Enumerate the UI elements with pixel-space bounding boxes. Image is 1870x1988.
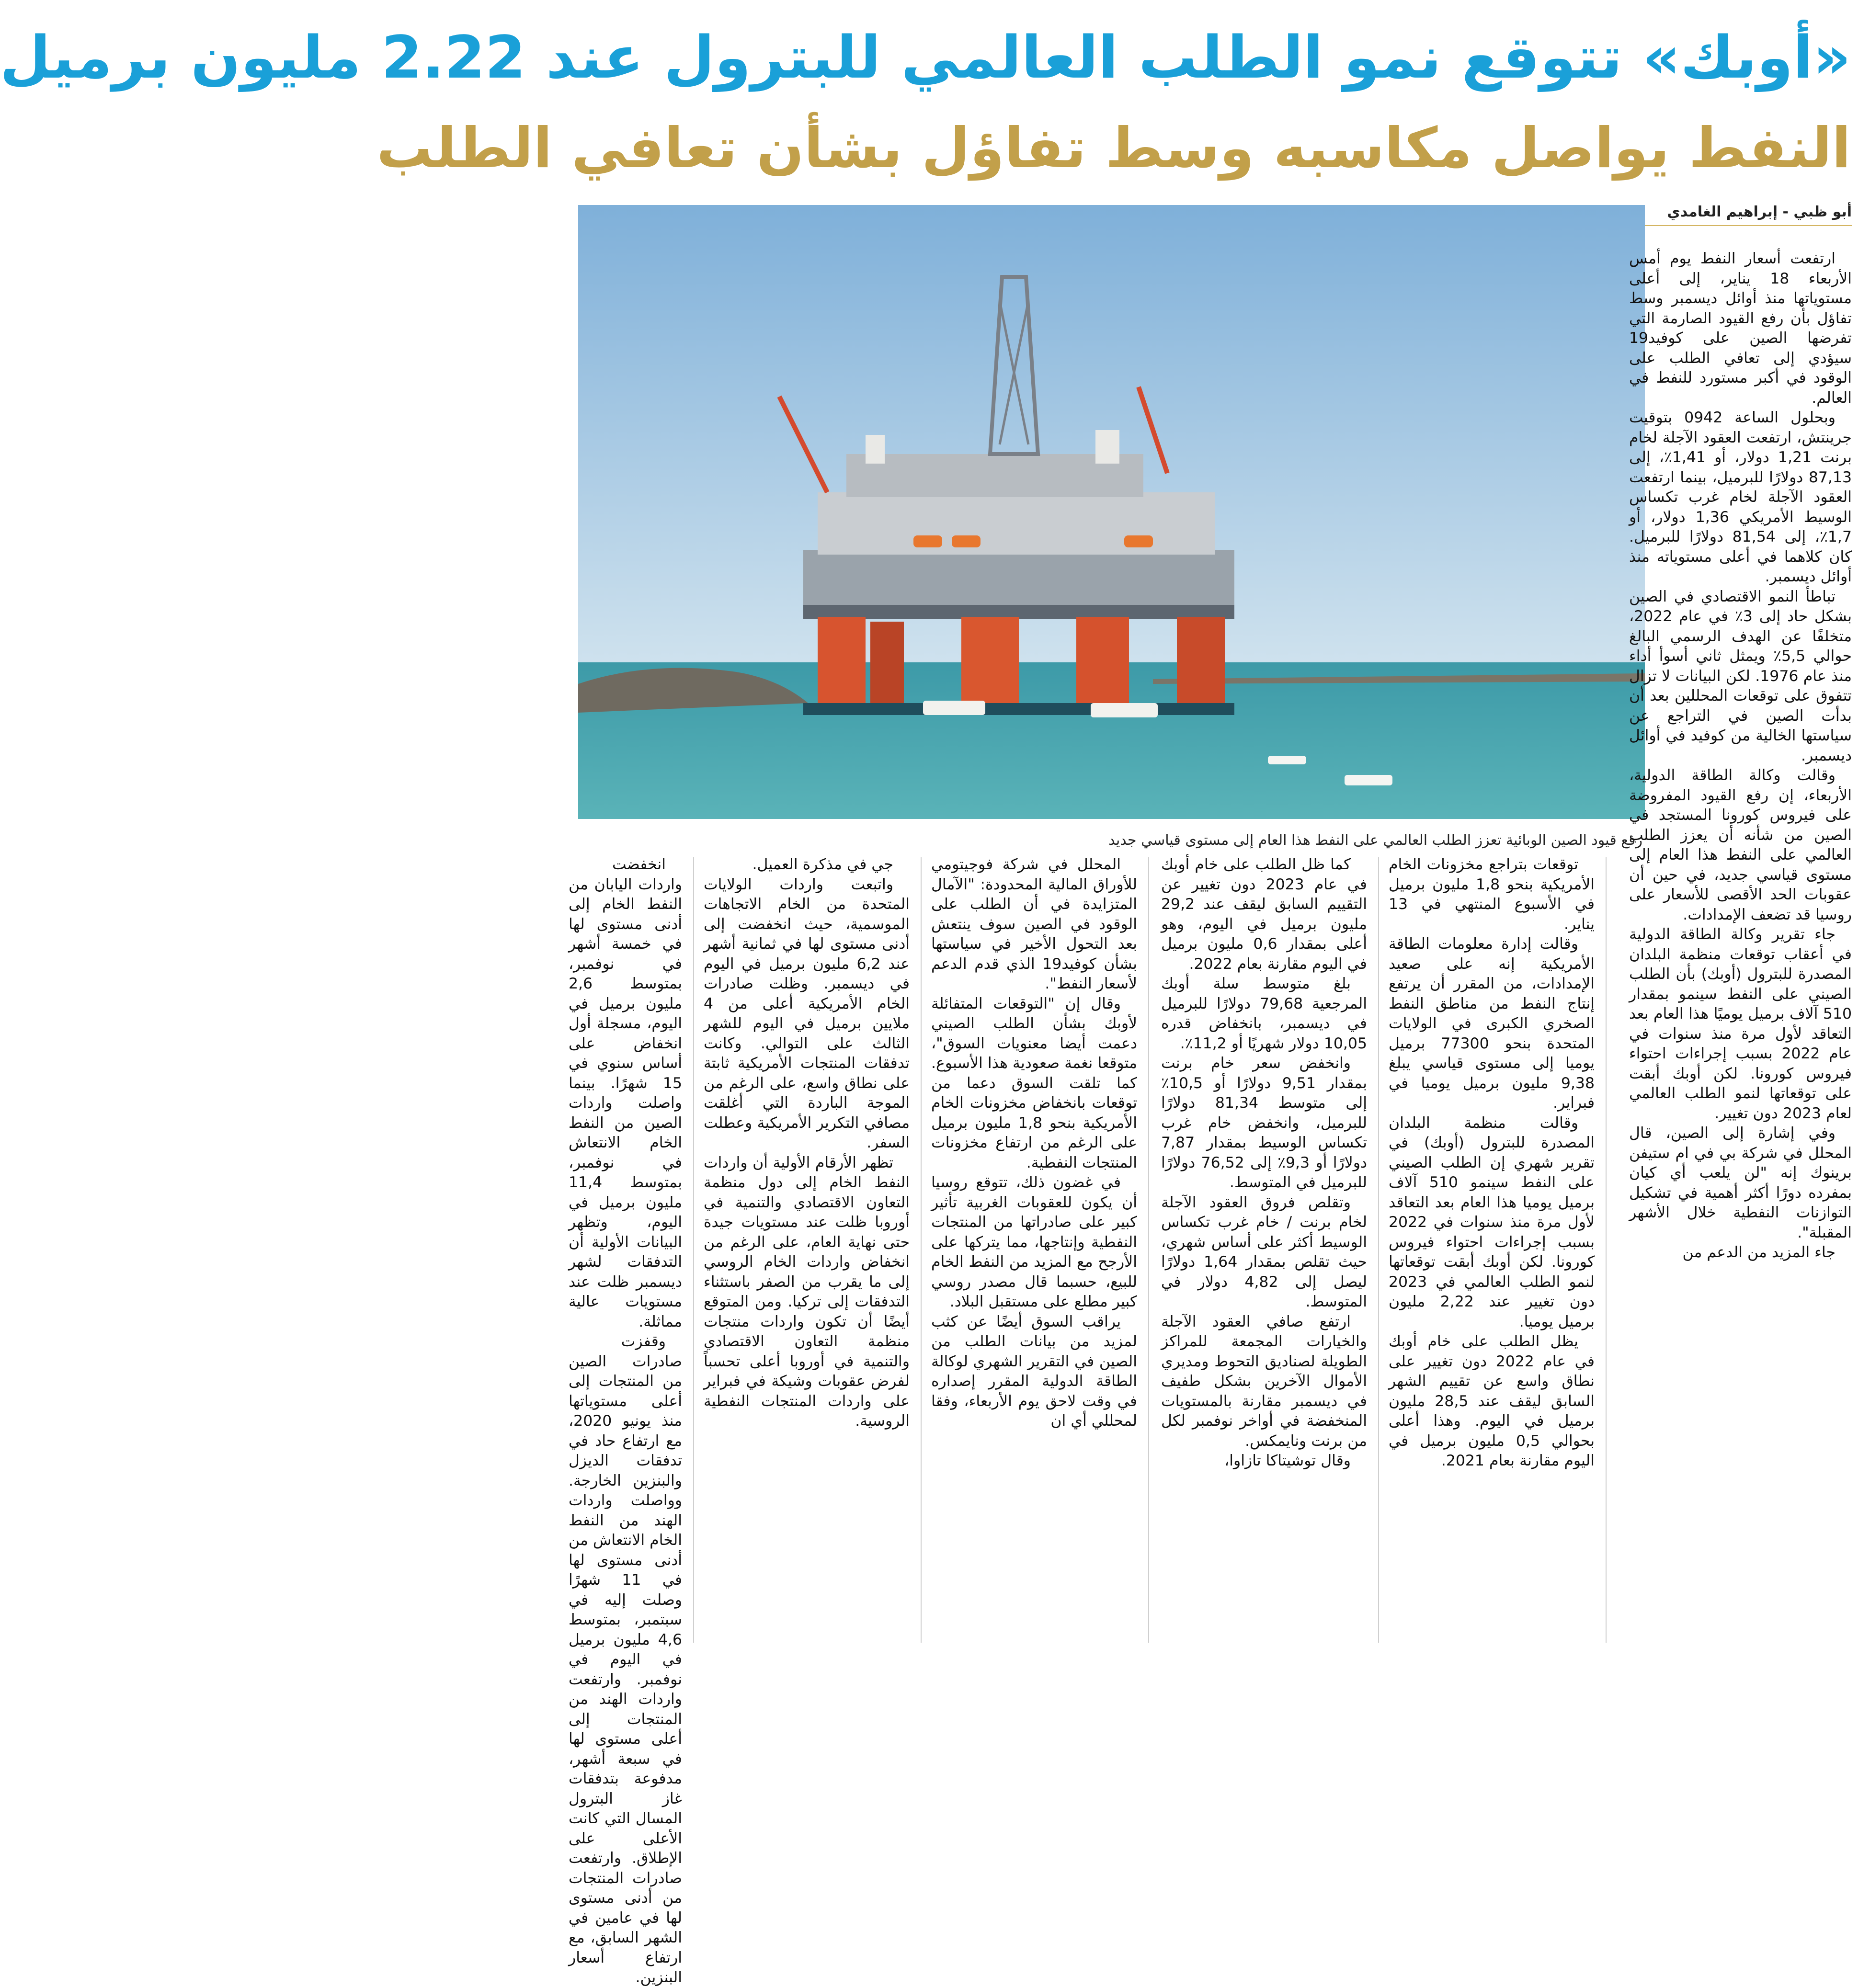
column-divider [1378,857,1379,1643]
paragraph: جي في مذكرة العميل. [752,856,893,873]
paragraph: يظل الطلب على خام أوبك في عام 2022 دون تغيير على نطاق واسع عن تقييم الشهر السابق ليقف عند 28,5 مليون برميل في اليوم. وهذا أعلى بحوالي 0,5 مليون برميل في اليوم مقارنة بعام 2021. [1389,1333,1595,1469]
subheadline: النفط يواصل مكاسبه وسط تفاؤل بشأن تعافي الطلب [376,116,1851,181]
paragraph: وتقلص فروق العقود الآجلة لخام برنت / خام غرب تكساس الوسيط أكثر على أساس شهري، حيث تقلص بمقدار 1,64 دولارًا ليصل إلى 4,82 دولار في المتوسط. [1161,1193,1368,1310]
paragraph: جاء تقرير وكالة الطاقة الدولية في أعقاب توقعات منظمة البلدان المصدرة للبترول (أوبك) بأن الطلب الصيني على النفط سينمو بمقدار 510 آلاف برميل يوميًا هذا العام بعد التعاقد لأول مرة منذ سنوات في عام 2022 بسبب إجراءات احتواء فيروس كورونا. لكن أوبك أبقت على توقعاتها لنمو الطلب العالمي لعام 2023 دون تغيير. [1629,926,1852,1122]
paragraph: بلغ متوسط سلة أوبك المرجعية 79,68 دولارًا للبرميل في ديسمبر، بانخفاض قدره 10,05 دولار شهريًا أو 11,2٪. [1161,975,1368,1052]
paragraph: وانخفض سعر خام برنت بمقدار 9,51 دولارًا أو 10,5٪ إلى متوسط 81,34 دولارًا للبرميل، وانخفض خام غرب تكساس الوسيط بمقدار 7,87 دولارًا أو 9,3٪ إلى 76,52 دولارًا للبرميل في المتوسط. [1161,1055,1368,1191]
paragraph: يراقب السوق أيضًا عن كثب لمزيد من بيانات الطلب من الصين في التقرير الشهري لوكالة الطاقة الدولية المقرر إصداره في وقت لاحق يوم الأربعاء، وفقا لمحللي أي ان [931,1313,1137,1430]
headline: «أوبك» تتوقع نمو الطلب العالمي للبترول عند 2.22 مليون برميل [0,23,1851,91]
paragraph: وقال توشيتاكا تازاوا، [1224,1452,1351,1469]
byline-rule [1629,225,1852,226]
oil-platform-photo [578,205,1645,819]
article-column-5 [704,855,910,1647]
paragraph: في غضون ذلك، تتوقع روسيا أن يكون للعقوبات الغربية تأثير كبير على صادراتها من المنتجات النفطية وإنتاجها، مما يتركها على الأرجح مع المزيد من النفط الخام للبيع، حسبما قال مصدر روسي كبير مطلع على مستقبل البلاد. [931,1174,1137,1310]
paragraph: وقفزت صادرات الصين من المنتجات إلى أعلى مستوياتها منذ يونيو 2020، مع ارتفاع حاد في تدفقات الديزل والبنزين الخارجة. وواصلت واردات الهند من النفط الخام الانتعاش من أدنى مستوى لها في 11 شهرًا وصلت إليه في سبتمبر، بمتوسط 4,6 مليون برميل في اليوم في نوفمبر. وارتفعت واردات الهند من المنتجات إلى أعلى مستوى لها في سبعة أشهر، مدفوعة بتدفقات غاز البترول المسال التي كانت الأعلى على الإطلاق. وارتفعت صادرات المنتجات من أدنى مستوى لها في عامين في الشهر السابق، مع ارتفاع أسعار البنزين. [569,1333,683,1986]
article-column-6 [569,855,683,1986]
paragraph: وفي إشارة إلى الصين، قال المحلل في شركة بي في ام ستيفن برينوك إنه "لن يلعب أي كيان بمفرده دورًا أكثر أهمية في تشكيل التوازنات النفطية خلال الأشهر المقبلة". [1629,1125,1852,1241]
column-divider [1606,857,1607,1643]
paragraph: وبحلول الساعة 0942 بتوقيت جرينتش، ارتفعت العقود الآجلة لخام برنت 1,21 دولار، أو 1,41٪، إلى 87,13 دولارًا للبرميل، بينما ارتفعت العقود الآجلة لخام غرب تكساس الوسيط الأمريكي 1,36 دولار، أو 1,7٪، إلى 81,54 دولارًا للبرميل. كان كلاهما في أعلى مستوياته منذ أوائل ديسمبر. [1629,409,1852,585]
article-column-3 [1161,855,1367,1647]
byline: أبو ظبي - إبراهيم الغامدي [1667,204,1852,220]
paragraph: ارتفع صافي العقود الآجلة والخيارات المجمعة للمراكز الطويلة لصناديق التحوط ومديري الأموال الآخرين بشكل طفيف في ديسمبر مقارنة بالمستويات المنخفضة في أواخر نوفمبر لكل من برنت ونايمكس. [1161,1313,1367,1450]
paragraph: واتبعت واردات الولايات المتحدة من الخام الاتجاهات الموسمية، حيث انخفضت إلى أدنى مستوى لها في ثمانية أشهر عند 6,2 مليون برميل في اليوم في ديسمبر. وظلت صادرات الخام الأمريكية أعلى من 4 ملايين برميل في اليوم للشهر الثالث على التوالي. وكانت تدفقات المنتجات الأمريكية ثابتة على نطاق واسع، على الرغم من الموجة الباردة التي أغلقت مصافي التكرير الأمريكية وعطلت السفر. [704,875,910,1151]
article-column-1 [1629,249,1852,1647]
paragraph: توقعات بتراجع مخزونات الخام الأمريكية بنحو 1,8 مليون برميل في الأسبوع المنتهي في 13 يناير. [1389,856,1595,933]
paragraph: تظهر الأرقام الأولية أن واردات النفط الخام إلى دول منظمة التعاون الاقتصادي والتنمية في أوروبا ظلت عند مستويات جيدة حتى نهاية العام، على الرغم من انخفاض واردات الخام الروسي إلى ما يقرب من الصفر باستثناء التدفقات إلى تركيا. ومن المتوقع أيضًا أن تكون واردات منتجات منظمة التعاون الاقتصادي والتنمية في أوروبا أعلى تحسباً لفرض عقوبات وشيكة في فبراير على واردات المنتجات النفطية الروسية. [704,1154,910,1430]
paragraph: وقالت منظمة البلدان المصدرة للبترول (أوبك) في تقرير شهري إن الطلب الصيني على النفط سينمو 510 آلاف برميل يوميا هذا العام بعد التعاقد لأول مرة منذ سنوات في 2022 بسبب إجراءات احتواء فيروس كورونا. لكن أوبك أبقت توقعاتها لنمو الطلب العالمي في 2023 دون تغيير عند 2,22 مليون برميل يوميا. [1389,1114,1595,1330]
paragraph: وقالت إدارة معلومات الطاقة الأمريكية إنه على صعيد الإمدادات، من المقرر أن يرتفع إنتاج النفط من مناطق النفط الصخري الكبرى في الولايات المتحدة بنحو 77300 برميل يوميا إلى مستوى قياسي يبلغ 9,38 مليون برميل يوميا في فبراير. [1389,935,1595,1112]
column-divider [693,857,694,1643]
article-column-2 [1389,855,1595,1647]
paragraph: جاء المزيد من الدعم من [1682,1244,1836,1261]
paragraph: وقالت وكالة الطاقة الدولية، الأربعاء، إن رفع القيود المفروضة على فيروس كورونا المستجد في الصين من شأنه أن يعزز الطلب العالمي على النفط هذا العام إلى مستوى قياسي جديد، في حين أن عقوبات الحد الأقصى للأسعار على روسيا قد تضعف الإمدادات. [1629,767,1852,923]
paragraph: تباطأ النمو الاقتصادي في الصين بشكل حاد إلى 3٪ في عام 2022، متخلفًا عن الهدف الرسمي البالغ حوالي 5,5٪ ويمثل ثاني أسوأ أداء منذ عام 1976. لكن البيانات لا تزال تتفوق على توقعات المحللين بعد أن بدأت الصين في التراجع عن سياستها الخالية من كوفيد في أوائل ديسمبر. [1629,588,1852,764]
photo-caption: رفع قيود الصين الوبائية تعزز الطلب العالمي على النفط هذا العام إلى مستوى قياسي جديد [1108,832,1642,849]
paragraph: المحلل في شركة فوجيتومي للأوراق المالية المحدودة: "الآمال المتزايدة في أن الطلب على الوقود في الصين سوف ينتعش بعد التحول الأخير في سياستها بشأن كوفيد19 الذي قدم الدعم لأسعار النفط". [931,856,1137,992]
paragraph: انخفضت واردات اليابان من النفط الخام إلى أدنى مستوى لها في خمسة أشهر في نوفمبر، بمتوسط 2,6 مليون برميل في اليوم، مسجلة أول انخفاض على أساس سنوي في 15 شهرًا. بينما واصلت واردات الصين من النفط الخام الانتعاش في نوفمبر، بمتوسط 11,4 مليون برميل في اليوم، وتظهر البيانات الأولية أن التدفقات لشهر ديسمبر ظلت عند مستويات عالية مماثلة. [569,856,682,1330]
paragraph: كما ظل الطلب على خام أوبك في عام 2023 دون تغيير عن التقييم السابق ليقف عند 29,2 مليون برميل في اليوم، وهو أعلى بمقدار 0,6 مليون برميل في اليوم مقارنة بعام 2022. [1161,856,1367,973]
paragraph: وقال إن "التوقعات المتفائلة لأوبك بشأن الطلب الصيني دعمت أيضا معنويات السوق"، متوقعا نغمة صعودية هذا الأسبوع. كما تلقت السوق دعما من توقعات بانخفاض مخزونات الخام الأمريكية بنحو 1,8 مليون برميل على الرغم من ارتفاع مخزونات المنتجات النفطية. [931,995,1138,1171]
paragraph: ارتفعت أسعار النفط يوم أمس الأربعاء 18 يناير، إلى أعلى مستوياتها منذ أوائل ديسمبر وسط تفاؤل بأن رفع القيود الصارمة التي تفرضها الصين على كوفيد19 سيؤدي إلى تعافي الطلب على الوقود في أكبر مستورد للنفط في العالم. [1629,250,1852,407]
column-divider [921,857,922,1643]
column-divider [1148,857,1149,1643]
article-column-4 [931,855,1137,1647]
